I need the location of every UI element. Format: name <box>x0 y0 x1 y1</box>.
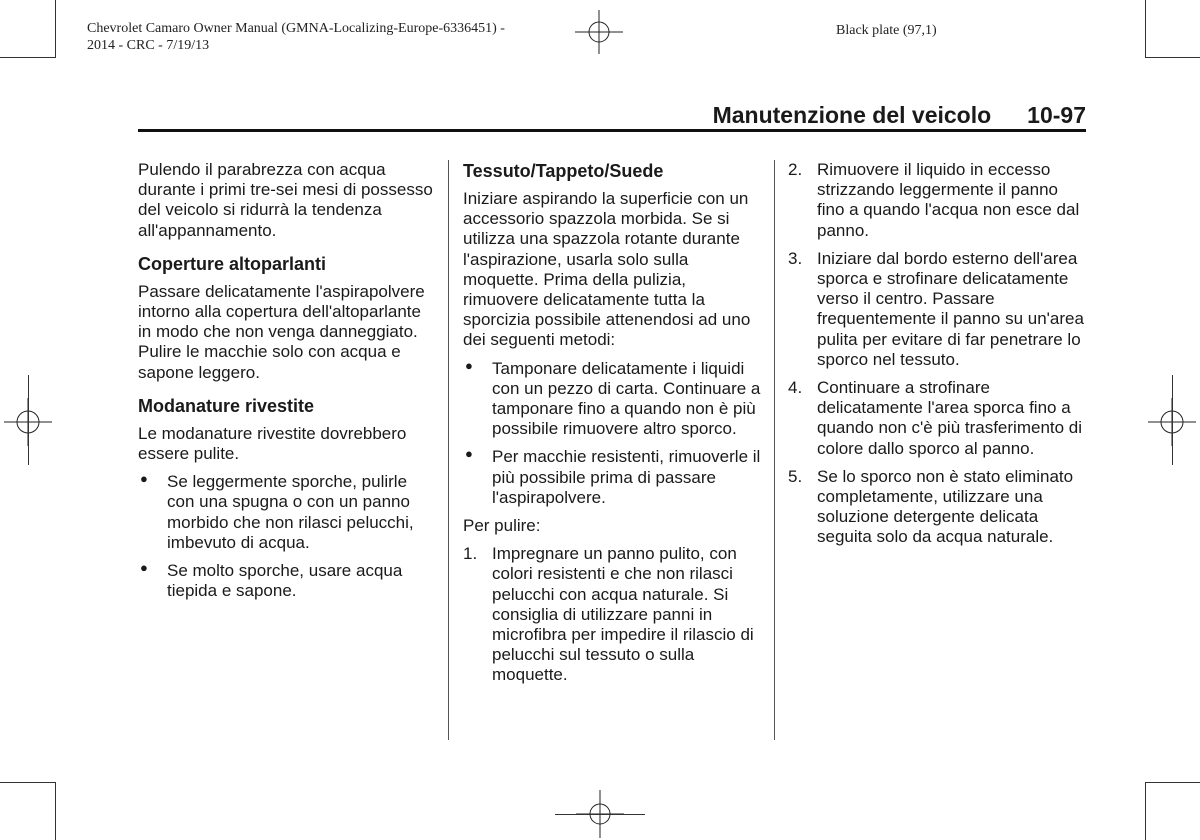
column-divider <box>774 160 775 740</box>
crop-mark <box>55 0 56 58</box>
list-item-text: Se molto sporche, usare acqua tiepida e sapone. <box>167 561 403 601</box>
speaker-covers-heading: Coperture altoparlanti <box>138 253 327 274</box>
section-title: Manutenzione del veicolo <box>712 102 992 128</box>
plate-label: Black plate (97,1) <box>836 23 937 38</box>
coated-moldings-heading: Modanature rivestite <box>138 395 315 416</box>
page-number: 10-97 <box>1027 102 1086 128</box>
coated-moldings-paragraph: Le modanature rivestite dovrebbero essere pulite. <box>138 423 407 464</box>
list-item <box>463 359 763 440</box>
windshield-paragraph: Pulendo il parabrezza con acqua durante i primi tre-sei mesi di possesso del veicolo si ridurrà la tendenza all'appannamento. <box>138 160 433 240</box>
crop-mark <box>1145 782 1146 840</box>
crop-mark <box>1145 0 1146 58</box>
cleaning-steps-list-continued <box>788 160 1088 548</box>
list-item-text: Impregnare un panno pulito, con colori resistenti e che non rilasci pelucchi con acqua naturale. Si consiglia di utilizzare panni in microfibra per impedire il rilascio di pelucchi sul tessuto o sulla moquette. <box>492 544 754 685</box>
per-pulire-label: Per pulire: <box>463 516 541 536</box>
step-number: 4. <box>788 378 803 398</box>
print-metadata <box>87 20 505 54</box>
running-header <box>138 101 1086 129</box>
bullet-icon: ● <box>140 560 148 576</box>
step-number: 2. <box>788 160 803 179</box>
registration-mark-icon <box>575 10 623 54</box>
print-metadata-line1: Chevrolet Camaro Owner Manual (GMNA-Localizing-Europe-6336451) - <box>87 21 505 36</box>
list-item-text: Iniziare dal bordo esterno dell'area sporca e strofinare delicatamente verso il centro. Passare frequentemente il panno su un'area pulita per evitare di far penetrare lo sporco nel tessuto. <box>817 248 1084 369</box>
list-item <box>138 472 438 553</box>
bullet-icon: ● <box>465 357 473 373</box>
crop-mark <box>1172 375 1173 465</box>
cleaning-steps-list <box>463 544 763 685</box>
column-divider <box>448 160 449 740</box>
list-item <box>138 561 438 601</box>
speaker-covers-paragraph: Passare delicatamente l'aspirapolvere intorno alla copertura dell'altoparlante in modo che non venga danneggiato. Pulire le macchie solo con acqua e sapone leggero. <box>138 281 425 382</box>
column-3 <box>788 160 1088 556</box>
list-item <box>463 447 763 508</box>
fabric-heading: Tessuto/Tappeto/Suede <box>463 161 664 181</box>
crop-mark <box>0 57 56 58</box>
fabric-intro-paragraph: Iniziare aspirando la superficie con un accessorio spazzola morbida. Se si utilizza una spazzola rotante durante l'aspirazione, usarla solo sulla moquette. Prima della pulizia, rimuovere delicatamente tutta la sporcizia possibile attenendosi ad uno dei seguenti metodi: <box>463 189 751 350</box>
crop-mark <box>55 782 56 840</box>
list-item <box>463 544 763 685</box>
list-item-text: Continuare a strofinare delicatamente l'area sporca fino a quando non c'è più trasferimento di colore dallo sporco al panno. <box>817 378 1083 458</box>
step-number: 1. <box>463 544 478 564</box>
crop-mark <box>1145 782 1200 783</box>
moldings-bullet-list <box>138 472 438 601</box>
bullet-icon: ● <box>140 471 148 487</box>
list-item <box>788 467 1088 548</box>
list-item <box>788 249 1088 370</box>
list-item-text: Rimuovere il liquido in eccesso strizzando leggermente il panno fino a quando l'acqua non esce dal panno. <box>817 160 1080 240</box>
crop-mark <box>0 782 56 783</box>
print-metadata-line2: 2014 - CRC - 7/19/13 <box>87 38 210 53</box>
list-item-text: Se lo sporco non è stato eliminato completamente, utilizzare una soluzione detergente delicata seguita solo da acqua naturale. <box>817 466 1074 547</box>
column-1 <box>138 160 438 609</box>
fabric-bullet-list <box>463 359 763 508</box>
list-item <box>788 378 1088 459</box>
list-item-text: Tamponare delicatamente i liquidi con un pezzo di carta. Continuare a tamponare fino a quando non è più possibile rimuovere altro sporco. <box>492 358 761 439</box>
header-rule <box>138 129 1086 132</box>
column-2 <box>463 160 763 694</box>
crop-mark <box>555 814 645 815</box>
list-item-text: Per macchie resistenti, rimuoverle il più possibile prima di passare l'aspirapolvere. <box>492 447 761 507</box>
crop-mark <box>1145 57 1200 58</box>
step-number: 5. <box>788 466 803 486</box>
list-item-text: Se leggermente sporche, pulirle con una spugna o con un panno morbido che non rilasci pelucchi, imbevuto di acqua. <box>167 472 414 552</box>
list-item <box>788 160 1088 241</box>
crop-mark <box>28 375 29 465</box>
step-number: 3. <box>788 248 803 268</box>
bullet-icon: ● <box>465 446 473 462</box>
